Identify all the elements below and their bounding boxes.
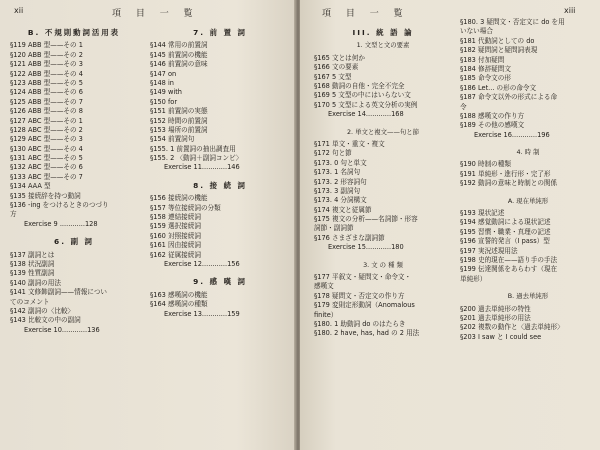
subsection-heading: 4. 時 制	[516, 148, 540, 157]
toc-entry: §191 単純形・進行形・完了形	[460, 169, 551, 178]
section-heading: 9. 感 嘆 詞	[193, 277, 247, 287]
toc-entry: §162 従属接続詞	[150, 250, 201, 259]
toc-entry: §126 ABB 型——その 8	[10, 107, 83, 116]
toc-entry: §158 連結接続詞	[150, 213, 201, 222]
toc-entry: §187 命令文以外の形式による命	[460, 93, 558, 102]
toc-entry: §148 in	[150, 78, 174, 87]
toc-entry: 単純形）	[460, 274, 487, 283]
subsection-heading: A. 現在単純形	[507, 196, 549, 205]
toc-entry: §176 さまざまな副詞節	[314, 233, 385, 242]
right-column-2	[460, 18, 596, 342]
toc-entry: §185 命令文の形	[460, 74, 511, 83]
toc-entry: §169 5 文型の中にはいらない文	[314, 91, 411, 100]
toc-entry: §150 for	[150, 97, 178, 106]
toc-entry: §178 疑問文・否定文の作り方	[314, 291, 405, 300]
left-running-title: 項 目 一 覧	[112, 9, 199, 19]
toc-entry: §155. 1 前置詞の抽出調査用	[150, 144, 236, 153]
toc-entry: §134 AAA 型	[10, 182, 51, 191]
toc-entry: §146 前置詞の意味	[150, 60, 208, 69]
toc-entry: §151 前置詞の実態	[150, 107, 208, 116]
toc-entry: §132 ABC 型——その 6	[10, 163, 83, 172]
toc-entry: §202 複数の動作と〈過去単純形〉	[460, 323, 564, 332]
toc-entry: §167 5 文型	[314, 72, 352, 81]
exercise-entry: Exercise 11............146	[164, 163, 240, 172]
toc-entry: §143 比較文の中の副詞	[10, 316, 81, 325]
left-column-1	[10, 26, 138, 335]
toc-entry: §189 その他の感嘆文	[460, 121, 525, 130]
toc-entry: §125 ABB 型——その 7	[10, 97, 83, 106]
toc-entry: §124 ABB 型——その 6	[10, 88, 83, 97]
toc-entry: §194 感覚動詞による現状記述	[460, 218, 551, 227]
right-column-1	[314, 26, 452, 339]
toc-entry: §195 習慣・職業・真理の記述	[460, 227, 551, 236]
toc-entry: §128 ABC 型——その 2	[10, 125, 83, 134]
toc-entry: てのコメント	[10, 297, 50, 306]
toc-entry: §184 修辞疑問文	[460, 64, 511, 73]
toc-entry: §203 I saw と I could see	[460, 332, 542, 341]
toc-entry: §180. 2 have, has, had の 2 用法	[314, 329, 420, 338]
toc-entry: §198 史的現在——語り手の手法	[460, 256, 558, 265]
toc-entry: §193 現状記述	[460, 209, 505, 218]
toc-entry: §144 常用の前置詞	[150, 41, 208, 50]
toc-entry: §172 句と節	[314, 149, 352, 158]
section-heading: 7. 前 置 詞	[193, 28, 247, 37]
toc-entry: §196 宣誓的発言（I pass）型	[460, 237, 550, 246]
toc-entry: §192 動詞の意味と時制との関係	[460, 179, 558, 188]
toc-entry: いない場合	[460, 27, 493, 36]
toc-entry: §131 ABC 型——その 5	[10, 154, 83, 163]
toc-entry: §188 感嘆文の作り方	[460, 111, 525, 120]
toc-entry: §199 伝達関係をあらわす（現在	[460, 265, 558, 274]
spacer	[10, 229, 138, 235]
spacer	[460, 189, 596, 195]
toc-entry: §136 -ing をつけるときのつづり	[10, 201, 109, 210]
toc-entry: §173. 4 分詞構文	[314, 196, 367, 205]
left-page	[0, 0, 296, 450]
toc-entry: §141 文修飾副詞——情報につい	[10, 288, 107, 297]
left-column-2	[150, 26, 290, 319]
toc-entry: 方	[10, 210, 17, 219]
toc-entry: §153 場所の前置詞	[150, 125, 208, 134]
toc-entry: §123 ABB 型——その 5	[10, 78, 83, 87]
toc-entry: §133 ABC 型——その 7	[10, 172, 83, 181]
toc-entry: §157 等位接続詞の分類	[150, 203, 221, 212]
toc-entry: §164 感嘆詞の種類	[150, 300, 208, 309]
toc-entry: §130 ABC 型——その 4	[10, 144, 83, 153]
toc-entry: §177 平叙文・疑問文・命令文・	[314, 273, 412, 282]
toc-entry: §173. 2 形容詞句	[314, 177, 367, 186]
toc-entry: §197 実況述現用法	[460, 246, 518, 255]
toc-entry: §138 状況副詞	[10, 260, 55, 269]
toc-entry: §129 ABC 型——その 3	[10, 135, 83, 144]
toc-entry: §121 ABB 型——その 3	[10, 60, 83, 69]
toc-entry: §147 on	[150, 69, 177, 78]
toc-entry: §154 前置詞句	[150, 135, 195, 144]
toc-entry: §140 副詞の用法	[10, 278, 61, 287]
right-running-title: 項 目 一 覧	[322, 9, 409, 19]
subsection-heading: B. 過去単純形	[507, 292, 549, 301]
exercise-entry: Exercise 9 ............128	[24, 219, 98, 228]
toc-entry: §173. 0 句と単文	[314, 158, 367, 167]
spacer	[460, 140, 596, 146]
toc-entry: §149 with	[150, 88, 182, 97]
toc-entry: §152 時間の前置詞	[150, 116, 208, 125]
toc-entry: §165 文とは何か	[314, 53, 365, 62]
toc-entry: §174 複文と従属節	[314, 205, 372, 214]
exercise-entry: Exercise 13............159	[164, 309, 240, 318]
toc-entry: §160 対照接続詞	[150, 231, 201, 240]
toc-entry: §180. 3 疑問文・否定文に do を用	[460, 18, 565, 26]
toc-entry: §166 文の要素	[314, 63, 359, 72]
toc-entry: §161 因由接続詞	[150, 241, 201, 250]
toc-entry: §163 感嘆詞の機能	[150, 290, 208, 299]
toc-entry: §142 副詞の〈比較〉	[10, 306, 75, 315]
toc-entry: §119 ABB 型——その 1	[10, 41, 83, 50]
toc-entry: §139 性質副詞	[10, 269, 55, 278]
toc-entry: 感嘆文	[314, 282, 334, 291]
right-page	[300, 0, 600, 450]
toc-entry: §173. 3 副詞句	[314, 186, 361, 195]
toc-entry: 令	[460, 102, 467, 111]
toc-entry: §201 過去単純形の用法	[460, 313, 531, 322]
toc-entry: §181 代動詞としての do	[460, 36, 535, 45]
exercise-entry: Exercise 15............180	[328, 243, 404, 252]
spacer	[150, 173, 290, 179]
toc-entry: §200 過去単純形の特性	[460, 304, 531, 313]
toc-entry: §137 副詞とは	[10, 250, 55, 259]
toc-entry: §127 ABC 型——その 1	[10, 116, 83, 125]
subsection-heading: 2. 単文と複文——句と節	[346, 127, 420, 136]
section-heading: III. 統 語 論	[352, 28, 414, 37]
exercise-entry: Exercise 16............196	[474, 130, 550, 139]
toc-entry: 詞節・副詞節	[314, 224, 354, 233]
spacer	[314, 253, 452, 259]
section-heading: 6. 副 詞	[54, 237, 94, 247]
toc-entry: §155. 2 〈動詞＋副詞コンビ〉	[150, 154, 243, 163]
toc-entry: §156 接続詞の機能	[150, 194, 208, 203]
left-page-number: xii	[14, 6, 24, 15]
toc-entry: §168 動詞の自他・完全不完全	[314, 81, 405, 90]
spacer	[150, 269, 290, 275]
toc-entry: §145 前置詞の機能	[150, 50, 208, 59]
exercise-entry: Exercise 10............136	[24, 325, 100, 334]
toc-entry: §170 5 文型による英文分析の実例	[314, 100, 418, 109]
section-heading: B. 不規則動詞活用表	[27, 28, 121, 37]
toc-entry: §135 接続辞を持つ動詞	[10, 191, 81, 200]
spacer	[314, 120, 452, 126]
toc-entry: §190 時制の種類	[460, 160, 511, 169]
toc-entry: §180. 1 助動詞 do のはたらき	[314, 320, 406, 328]
toc-entry: §186 Let... の形の命令文	[460, 83, 537, 92]
toc-entry: finite）	[314, 310, 338, 319]
toc-entry: §159 選択接続詞	[150, 222, 201, 231]
toc-entry: §120 ABB 型——その 2	[10, 50, 83, 59]
toc-entry: §171 単文・重文・複文	[314, 139, 385, 148]
section-heading: 8. 接 続 詞	[193, 180, 247, 190]
toc-entry: §173. 1 名詞句	[314, 168, 361, 177]
toc-entry: §175 複文の分析——名詞節・形容	[314, 215, 418, 224]
toc-entry: §122 ABB 型——その 4	[10, 69, 83, 78]
right-page-number: xiii	[564, 6, 576, 15]
toc-entry: §182 疑問詞と疑問詞表現	[460, 46, 538, 55]
toc-entry: §179 変則定形動詞（Anomalous	[314, 301, 415, 310]
exercise-entry: Exercise 14............168	[328, 110, 404, 119]
spacer	[460, 284, 596, 290]
exercise-entry: Exercise 12............156	[164, 260, 240, 269]
subsection-heading: 3. 文 の 種 類	[363, 260, 403, 269]
subsection-heading: 1. 文型と文の要素	[356, 41, 410, 50]
toc-entry: §183 付加疑問	[460, 55, 505, 64]
